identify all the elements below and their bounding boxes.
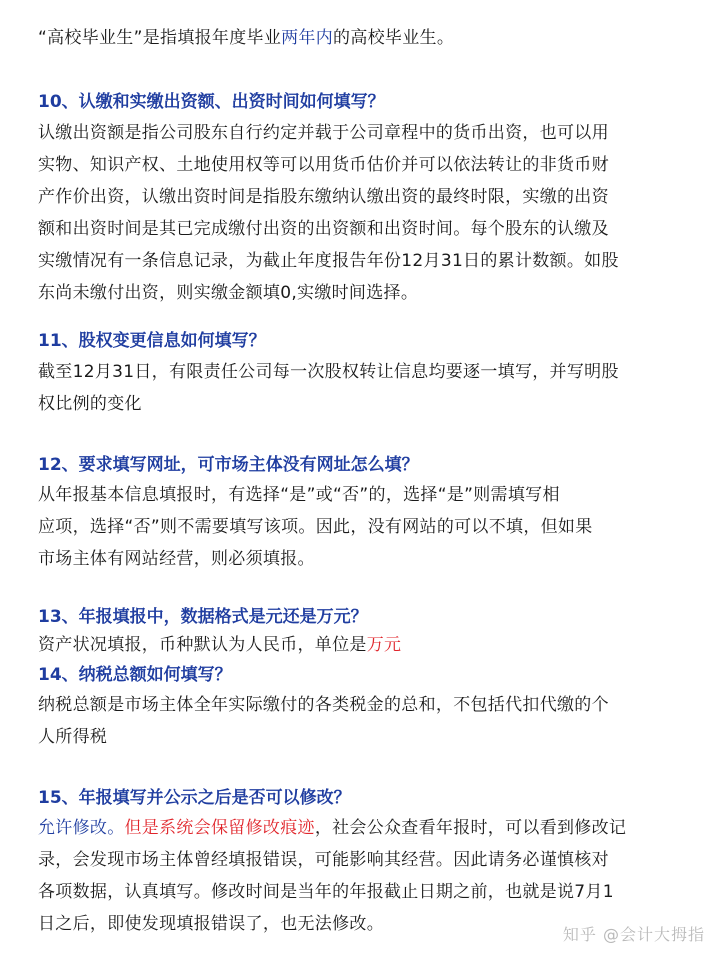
q15-heading: 15、年报填写并公示之后是否可以修改？ (38, 788, 351, 808)
q13-text: 资产状况填报，币种默认为人民币，单位是 (38, 635, 367, 655)
q11-line: 权比例的变化 (38, 394, 142, 414)
q14-line: 人所得税 (38, 727, 108, 747)
q10-line: 实物、知识产权、土地使用权等可以用货币估价并可以依法转让的非货币财 (38, 155, 609, 175)
q10-answer (38, 117, 698, 309)
q11-line: 截至12月31日，有限责任公司每一次股权转让信息均要逐一填写，并写明股 (38, 362, 619, 382)
q10-line: 产作价出资，认缴出资时间是指股东缴纳认缴出资的最终时限，实缴的出资 (38, 187, 609, 207)
q10-line: 实缴情况有一条信息记录，为截止年度报告年份12月31日的累计数额。如股 (38, 251, 619, 271)
intro-paragraph (38, 22, 698, 54)
intro-text-a: “高校毕业生”是指填报年度毕业 (38, 28, 282, 48)
intro-highlight: 两年内 (281, 28, 334, 48)
q12-line: 应项，选择“否”则不需要填写该项。因此，没有网站的可以不填，但如果 (38, 517, 593, 537)
watermark: 知乎 @会计大拇指 (562, 925, 705, 944)
q15-line: 各项数据，认真填写。修改时间是当年的年报截止日期之前，也就是说7月1 (38, 882, 614, 902)
q11-heading: 11、股权变更信息如何填写？ (38, 331, 266, 351)
q11-answer (38, 356, 698, 420)
q14-line: 纳税总额是市场主体全年实际缴付的各类税金的总和，不包括代扣代缴的个 (38, 695, 609, 715)
q15-line: 录，会发现市场主体曾经填报错误，可能影响其经营。因此请务必谨慎核对 (38, 850, 609, 870)
q15-line: 日之后，即使发现填报错误了，也无法修改。 (38, 914, 384, 934)
q10-heading: 10、认缴和实缴出资额、出资时间如何填写？ (38, 92, 385, 112)
q14-answer (38, 689, 698, 753)
q12-answer (38, 479, 698, 575)
q10-line: 东尚未缴付出资，则实缴金额填0,实缴时间选择。 (38, 283, 419, 303)
q12-line: 从年报基本信息填报时，有选择“是”或“否”的，选择“是”则需填写相 (38, 485, 560, 505)
q13-answer (38, 629, 698, 661)
q12-line: 市场主体有网站经营，则必须填报。 (38, 549, 315, 569)
q10-line: 认缴出资额是指公司股东自行约定并载于公司章程中的货币出资，也可以用 (38, 123, 609, 143)
q13-unit: 万元 (366, 635, 402, 655)
q15-allowed: 允许修改。 (38, 818, 125, 838)
q10-line: 额和出资时间是其已完成缴付出资的出资额和出资时间。每个股东的认缴及 (38, 219, 609, 239)
q13-heading: 13、年报填报中，数据格式是元还是万元？ (38, 607, 368, 627)
q15-trace-warning: 但是系统会保留修改痕迹 (124, 818, 315, 838)
q15-answer (38, 812, 698, 940)
intro-text-c: 的高校毕业生。 (333, 28, 455, 48)
q14-heading: 14、纳税总额如何填写？ (38, 665, 232, 685)
q15-first-rest: ，社会公众查看年报时，可以看到修改记 (314, 818, 627, 838)
q12-heading: 12、要求填写网址，可市场主体没有网址怎么填？ (38, 455, 419, 475)
